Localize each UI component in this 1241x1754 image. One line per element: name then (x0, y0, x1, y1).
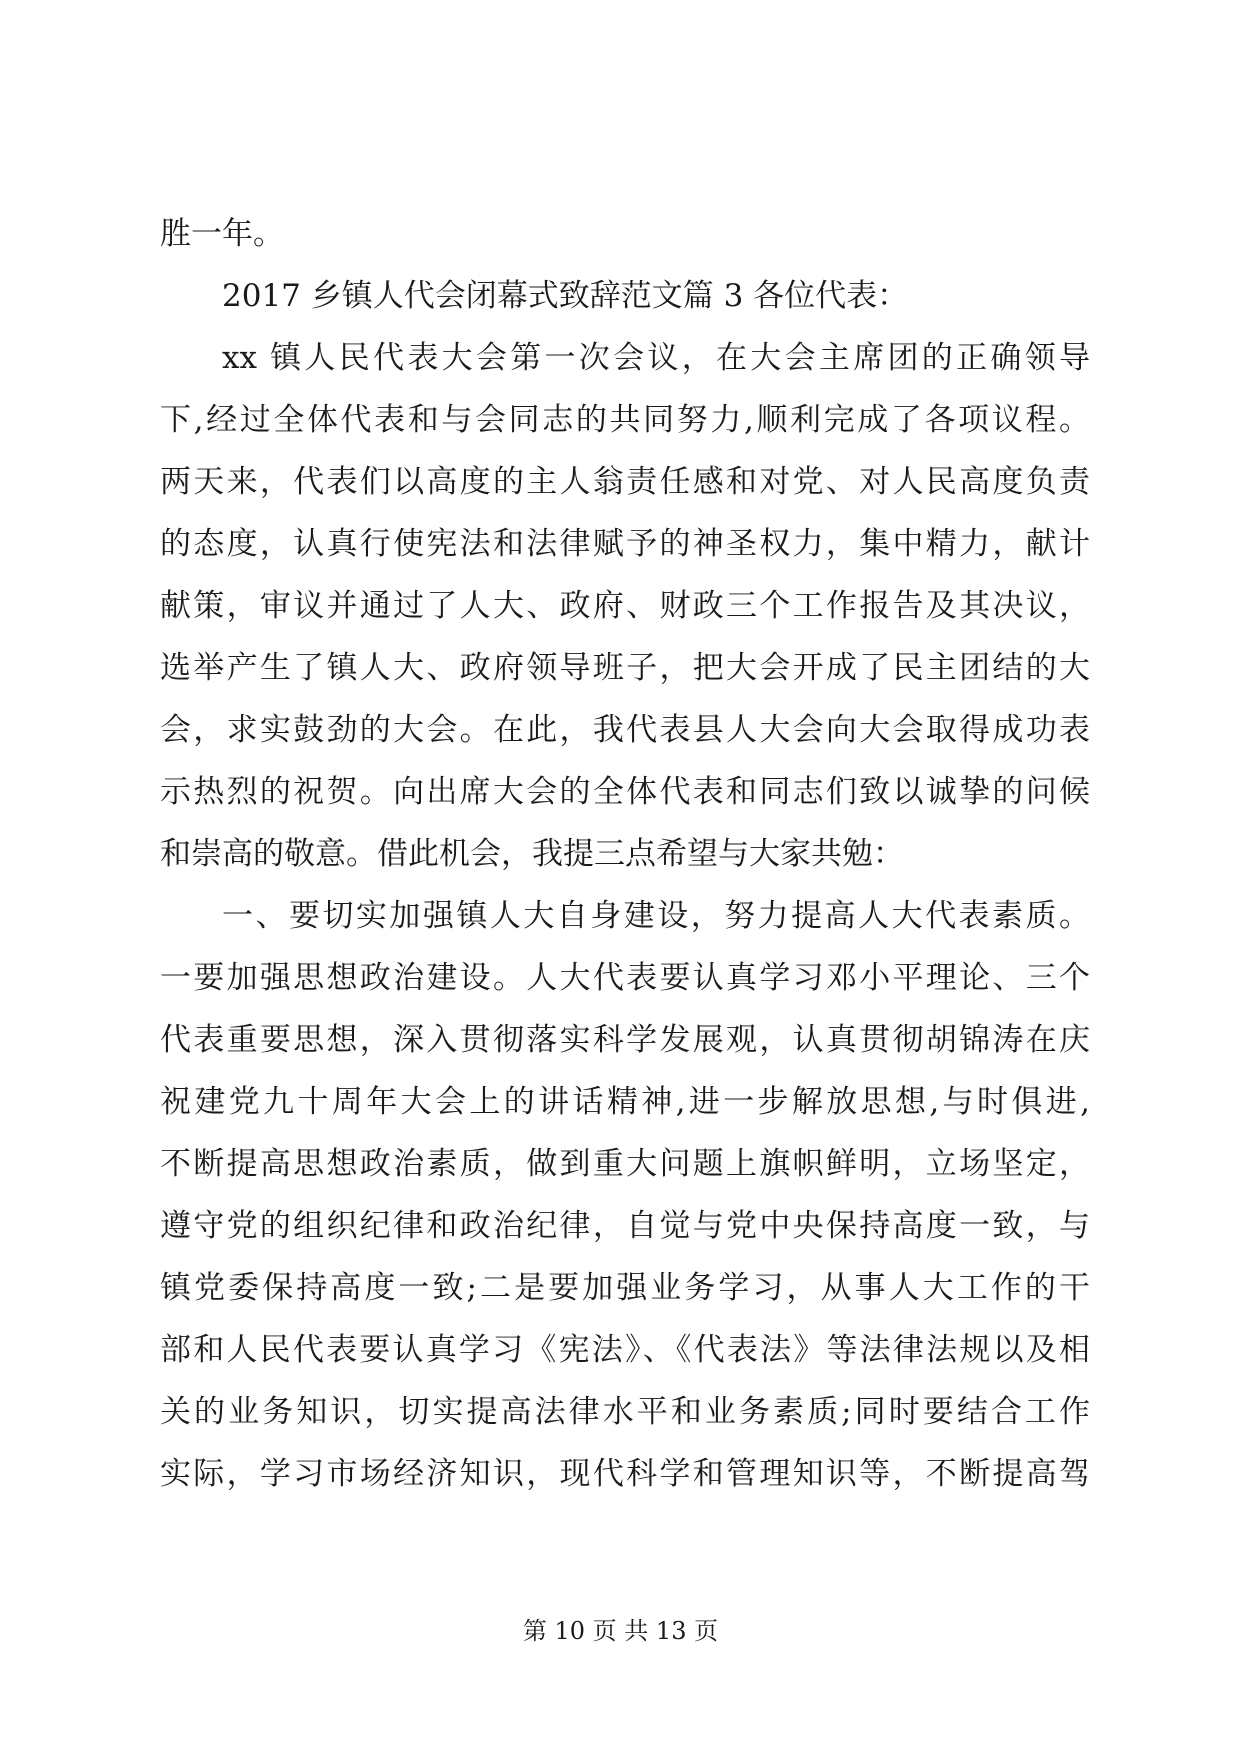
text-line: 2017 乡镇人代会闭幕式致辞范文篇 3 各位代表： (222, 278, 909, 314)
text-line: 会，求实鼓劲的大会。在此，我代表县人大会向大会取得成功表 (160, 712, 1090, 748)
text-line: 两天来，代表们以高度的主人翁责任感和对党、对人民高度负责 (160, 464, 1090, 500)
text-line: 一、要切实加强镇人大自身建设，努力提高人大代表素质。 (222, 898, 1090, 934)
text-line: 下,经过全体代表和与会同志的共同努力,顺利完成了各项议程。 (160, 402, 1090, 438)
text-line: 祝建党九十周年大会上的讲话精神,进一步解放思想,与时俱进, (160, 1084, 1090, 1120)
text-line: 胜一年。 (160, 216, 284, 252)
text-line: 实际，学习市场经济知识，现代科学和管理知识等，不断提高驾 (160, 1456, 1090, 1492)
text-line: 献策，审议并通过了人大、政府、财政三个工作报告及其决议， (160, 588, 1090, 624)
text-line: 代表重要思想，深入贯彻落实科学发展观，认真贯彻胡锦涛在庆 (160, 1022, 1090, 1058)
text-line: 的态度，认真行使宪法和法律赋予的神圣权力，集中精力，献计 (160, 526, 1090, 562)
text-line: 部和人民代表要认真学习《宪法》、《代表法》等法律法规以及相 (160, 1332, 1090, 1368)
text-line: 示热烈的祝贺。向出席大会的全体代表和同志们致以诚挚的问候 (160, 774, 1090, 810)
text-line: 和崇高的敬意。借此机会，我提三点希望与大家共勉： (160, 836, 904, 872)
text-line: 关的业务知识，切实提高法律水平和业务素质;同时要结合工作 (160, 1394, 1090, 1430)
document-body (160, 203, 1090, 1505)
text-line: 选举产生了镇人大、政府领导班子，把大会开成了民主团结的大 (160, 650, 1090, 686)
text-line: 遵守党的组织纪律和政治纪律，自觉与党中央保持高度一致，与 (160, 1208, 1090, 1244)
page-footer: 第 10 页 共 13 页 (522, 1617, 719, 1645)
text-line: 一要加强思想政治建设。人大代表要认真学习邓小平理论、三个 (160, 960, 1090, 996)
text-line: 镇党委保持高度一致;二是要加强业务学习，从事人大工作的干 (160, 1270, 1090, 1306)
text-line: 不断提高思想政治素质，做到重大问题上旗帜鲜明，立场坚定， (160, 1146, 1090, 1182)
text-line: xx 镇人民代表大会第一次会议，在大会主席团的正确领导 (222, 340, 1090, 376)
